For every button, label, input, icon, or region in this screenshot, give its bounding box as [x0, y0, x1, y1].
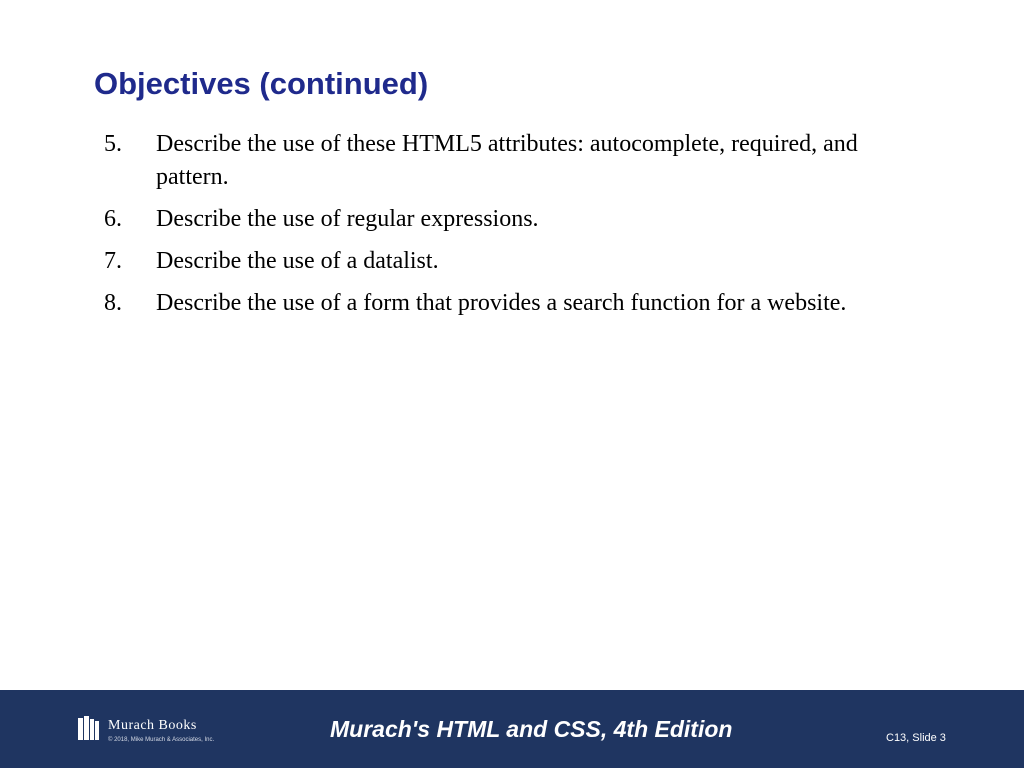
objective-number: 7.: [104, 248, 122, 274]
footer-bar: [0, 690, 1024, 768]
list-item: [104, 203, 924, 236]
list-item: [104, 287, 924, 320]
objective-number: 8.: [104, 290, 122, 316]
list-item: [104, 245, 924, 278]
list-item: [104, 128, 924, 194]
objective-text: Describe the use of regular expressions.: [156, 206, 539, 232]
objective-text: Describe the use of a form that provides a search function for a website.: [156, 290, 847, 316]
objectives-list: [104, 128, 924, 329]
publisher-logo: [78, 716, 228, 746]
copyright-text: © 2018, Mike Murach & Associates, Inc.: [108, 737, 215, 743]
objective-text: Describe the use of a datalist.: [156, 248, 439, 274]
objective-text: Describe the use of these HTML5 attributes: autocomplete, required, and pattern.: [156, 131, 858, 190]
objective-number: 5.: [104, 131, 122, 157]
publisher-name: Murach Books: [108, 718, 197, 733]
slide-number: C13, Slide 3: [886, 732, 946, 744]
slide-title: Objectives (continued): [94, 66, 429, 101]
objective-number: 6.: [104, 206, 122, 232]
books-logo-icon: [78, 716, 100, 742]
book-title: Murach's HTML and CSS, 4th Edition: [330, 716, 733, 742]
